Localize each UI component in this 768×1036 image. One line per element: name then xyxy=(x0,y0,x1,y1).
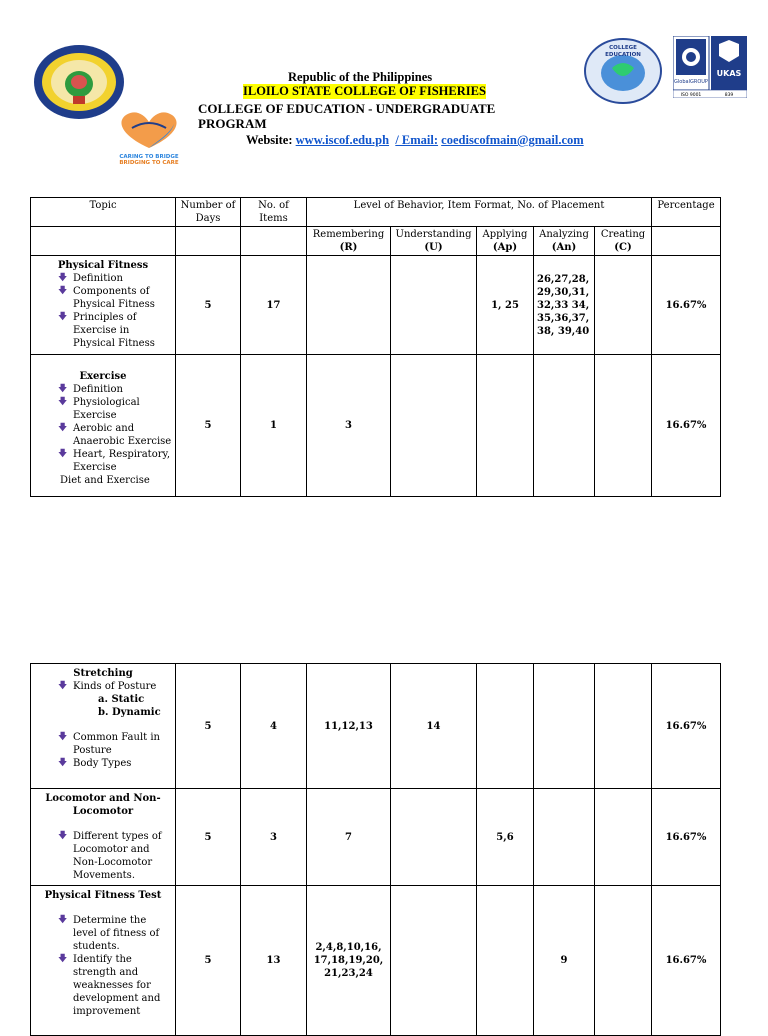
header-creating-abbr: (C) xyxy=(614,242,632,253)
analyzing-cell xyxy=(534,664,595,789)
list-item xyxy=(34,914,172,953)
department-line-1: COLLEGE OF EDUCATION - UNDERGRADUATE xyxy=(198,101,496,116)
list-item xyxy=(34,680,172,693)
topic-cell xyxy=(31,789,176,886)
bullet-icon: 🡇 xyxy=(58,384,68,394)
header-understanding-abbr: (U) xyxy=(424,242,443,253)
header-items: No. of Items xyxy=(241,198,307,227)
remembering-cell: 3 xyxy=(307,355,391,497)
heart-bridge-logo xyxy=(112,106,186,166)
days-cell: 5 xyxy=(176,789,241,886)
header-topic: Topic xyxy=(31,198,176,227)
list-item xyxy=(34,448,172,474)
heart-logo-caption-2: BRIDGING TO CARE xyxy=(119,160,179,166)
table-row xyxy=(31,664,721,789)
applying-cell: 1, 25 xyxy=(477,256,534,355)
header-remembering-label: Remembering xyxy=(312,229,385,240)
remembering-cell: 2,4,8,10,16, 17,18,19,20, 21,23,24 xyxy=(307,886,391,1036)
topic-title: Locomotor and Non-Locomotor xyxy=(45,793,161,817)
table-of-specifications-part-1 xyxy=(30,197,721,497)
coed-logo-text-2: EDUCATION xyxy=(605,52,641,58)
bullet-icon: 🡇 xyxy=(58,397,68,407)
republic-line: Republic of the Philippines xyxy=(288,70,433,84)
creating-cell xyxy=(595,789,652,886)
list-item-text: Components of Physical Fitness xyxy=(73,286,155,310)
bullet-icon: 🡇 xyxy=(58,915,68,925)
iso-logo-text-1: GlobalGROUP xyxy=(674,79,708,85)
header-analyzing-abbr: (An) xyxy=(551,242,577,253)
table-row xyxy=(31,256,721,355)
list-item-text: Identify the strength and weaknesses for development and improvement xyxy=(73,954,161,1017)
applying-cell xyxy=(477,355,534,497)
percentage-cell: 16.67% xyxy=(652,256,721,355)
applying-cell: 5,6 xyxy=(477,789,534,886)
list-item-text: Kinds of Posture xyxy=(73,681,157,692)
understanding-cell xyxy=(391,256,477,355)
sub-item: a. Static xyxy=(98,694,145,705)
list-item-text: Determine the level of fitness of students. xyxy=(73,915,160,952)
list-item-text: Principles of Exercise in Physical Fitness xyxy=(73,312,155,349)
header-applying-label: Applying xyxy=(482,229,528,240)
college-name: ILOILO STATE COLLEGE OF FISHERIES xyxy=(243,84,486,98)
list-item-text: Aerobic and Anaerobic Exercise xyxy=(73,423,172,447)
days-cell: 5 xyxy=(176,886,241,1036)
items-cell: 17 xyxy=(241,256,307,355)
bullet-icon: 🡇 xyxy=(58,449,68,459)
understanding-cell xyxy=(391,355,477,497)
topic-title: Exercise xyxy=(79,371,127,382)
understanding-cell xyxy=(391,789,477,886)
header-understanding xyxy=(391,227,477,256)
list-item-text: Common Fault in Posture xyxy=(73,732,160,756)
analyzing-cell: 26,27,28, 29,30,31, 32,33 34, 35,36,37, 38, 39,40 xyxy=(534,256,595,355)
iso-logo-text-2: UKAS xyxy=(716,69,742,78)
iso-ukas-certification-logo xyxy=(673,36,747,98)
bullet-icon: 🡇 xyxy=(58,423,68,433)
topic-cell xyxy=(31,256,176,355)
percentage-cell: 16.67% xyxy=(652,664,721,789)
days-cell: 5 xyxy=(176,256,241,355)
bullet-icon: 🡇 xyxy=(58,954,68,964)
list-item xyxy=(34,422,172,448)
remembering-cell: 7 xyxy=(307,789,391,886)
list-item xyxy=(34,272,172,285)
list-item-text: Definition xyxy=(73,273,123,284)
days-cell: 5 xyxy=(176,664,241,789)
email-label: / Email: xyxy=(395,133,439,147)
website-link[interactable]: www.iscof.edu.ph xyxy=(295,133,390,147)
topic-title: Physical Fitness xyxy=(57,260,149,271)
header-applying-abbr: (Ap) xyxy=(492,242,518,253)
list-item-text: Physiological Exercise xyxy=(73,397,140,421)
list-item-text: Definition xyxy=(73,384,123,395)
contact-line xyxy=(246,133,584,148)
list-item-text: Heart, Respiratory, Exercise xyxy=(73,449,170,473)
items-cell: 13 xyxy=(241,886,307,1036)
items-cell: 4 xyxy=(241,664,307,789)
coed-logo-text-1: COLLEGE xyxy=(609,45,637,51)
creating-cell xyxy=(595,664,652,789)
list-item xyxy=(34,311,172,350)
topic-title: Physical Fitness Test xyxy=(44,890,162,901)
remembering-cell: 11,12,13 xyxy=(307,664,391,789)
understanding-cell xyxy=(391,886,477,1036)
header-remembering-abbr: (R) xyxy=(339,242,358,253)
header-creating xyxy=(595,227,652,256)
website-label: Website: xyxy=(246,133,296,147)
table-row xyxy=(31,789,721,886)
header-understanding-label: Understanding xyxy=(395,229,472,240)
percentage-cell: 16.67% xyxy=(652,886,721,1036)
days-cell: 5 xyxy=(176,355,241,497)
header-percentage: Percentage xyxy=(652,198,721,227)
header-level-of-behavior: Level of Behavior, Item Format, No. of Placement xyxy=(307,198,652,227)
topic-title: Stretching xyxy=(73,668,133,679)
iso-code-2: 839 xyxy=(724,93,734,98)
creating-cell xyxy=(595,355,652,497)
percentage-cell: 16.67% xyxy=(652,355,721,497)
bullet-icon: 🡇 xyxy=(58,732,68,742)
percentage-cell: 16.67% xyxy=(652,789,721,886)
list-item xyxy=(34,830,172,882)
table-row xyxy=(31,355,721,497)
bullet-icon: 🡇 xyxy=(58,312,68,322)
creating-cell xyxy=(595,256,652,355)
bullet-icon: 🡇 xyxy=(58,831,68,841)
analyzing-cell: 9 xyxy=(534,886,595,1036)
table-row xyxy=(31,886,721,1036)
iso-code-1: ISO 9001 xyxy=(680,93,702,98)
heart-logo-caption-1: CARING TO BRIDGE xyxy=(119,154,179,160)
header-applying xyxy=(477,227,534,256)
topic-extra: Diet and Exercise xyxy=(60,475,150,486)
email-link[interactable]: coediscofmain@gmail.com xyxy=(441,133,584,147)
bullet-icon: 🡇 xyxy=(58,273,68,283)
list-item xyxy=(34,953,172,1018)
applying-cell xyxy=(477,886,534,1036)
understanding-cell: 14 xyxy=(391,664,477,789)
applying-cell xyxy=(477,664,534,789)
header-remembering xyxy=(307,227,391,256)
creating-cell xyxy=(595,886,652,1036)
header-analyzing-label: Analyzing xyxy=(539,229,589,240)
analyzing-cell xyxy=(534,789,595,886)
list-item-text: Body Types xyxy=(73,758,132,769)
list-item-text: Different types of Locomotor and Non-Locomotor Movements. xyxy=(73,831,162,881)
items-cell: 1 xyxy=(241,355,307,497)
table-of-specifications-part-2 xyxy=(30,663,721,1036)
header-analyzing xyxy=(534,227,595,256)
list-item xyxy=(34,285,172,311)
analyzing-cell xyxy=(534,355,595,497)
list-item xyxy=(34,383,172,396)
list-item xyxy=(34,396,172,422)
department-line-2: PROGRAM xyxy=(198,116,267,131)
bullet-icon: 🡇 xyxy=(58,681,68,691)
header-creating-label: Creating xyxy=(600,229,646,240)
topic-cell xyxy=(31,886,176,1036)
topic-cell xyxy=(31,355,176,497)
header-days: Number of Days xyxy=(176,198,241,227)
bullet-icon: 🡇 xyxy=(58,286,68,296)
list-item xyxy=(34,757,172,770)
remembering-cell xyxy=(307,256,391,355)
topic-cell xyxy=(31,664,176,789)
college-of-education-logo xyxy=(584,38,662,104)
bullet-icon: 🡇 xyxy=(58,758,68,768)
items-cell: 3 xyxy=(241,789,307,886)
sub-item: b. Dynamic xyxy=(98,707,161,718)
list-item xyxy=(34,731,172,757)
